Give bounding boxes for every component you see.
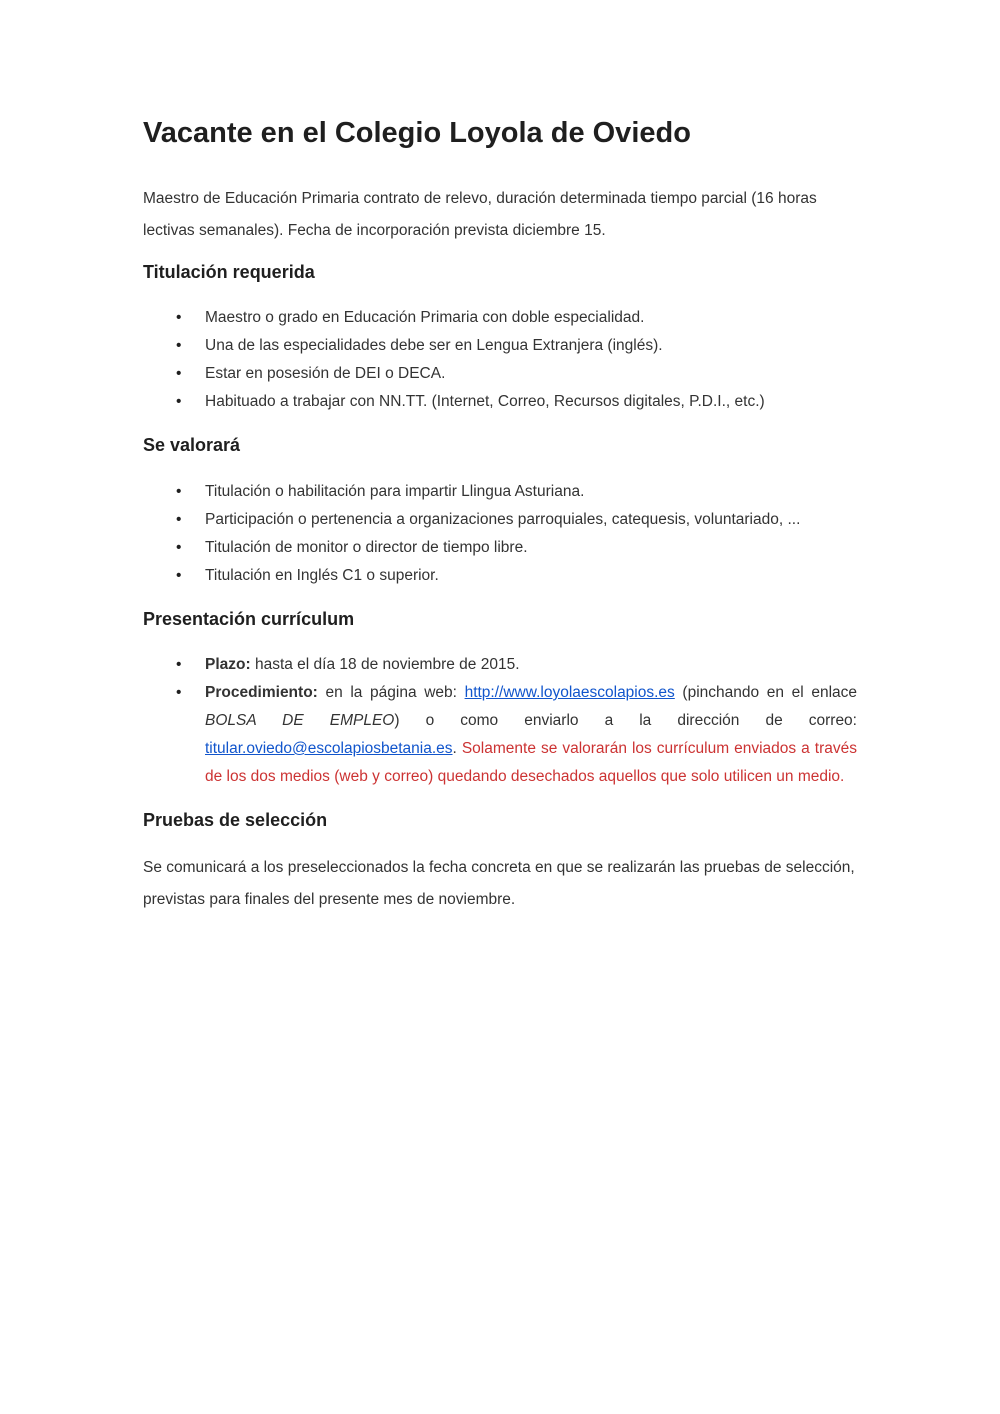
list-item-procedimiento [143,679,857,791]
procedimiento-run1: en la página web: [317,683,465,701]
section-heading-titulacion: Titulación requerida [143,261,315,282]
section-heading-pruebas: Pruebas de selección [143,809,328,830]
list-item: • Maestro o grado en Educación Primaria con doble especialidad. [143,304,857,332]
procedimiento-run2: (pinchando en el enlace [674,683,857,701]
list-item: • Habituado a trabajar con NN.TT. (Internet, Correo, Recursos digitales, P.D.I., etc.) [143,388,857,416]
procedimiento-label: Procedimiento: [205,683,318,701]
bolsa-de-empleo-italic: BOLSA DE EMPLEO [205,711,395,729]
intro-paragraph: Maestro de Educación Primaria contrato de relevo, duración determinada tiempo parcial (16 horas lectivas semanales). Fecha de incorporación prevista diciembre 15. [143,189,817,239]
titulacion-list [143,304,857,416]
list-item: • Titulación en Inglés C1 o superior. [143,562,857,590]
plazo-text: hasta el día 18 de noviembre de 2015. [250,655,520,673]
list-item: • Estar en posesión de DEI o DECA. [143,360,857,388]
curriculum-list [143,651,857,791]
list-item: • Una de las especialidades debe ser en Lengua Extranjera (inglés). [143,332,857,360]
pruebas-paragraph: Se comunicará a los preseleccionados la fecha concreta en que se realizarán las pruebas de selección, previstas para finales del presente mes de noviembre. [143,859,855,909]
list-item: • Titulación de monitor o director de tiempo libre. [143,534,857,562]
procedimiento-run4: . [452,739,462,757]
web-link[interactable]: http://www.loyolaescolapios.es [464,683,675,701]
plazo-label: Plazo: [205,655,251,673]
section-heading-valorara: Se valorará [143,435,241,456]
valorara-list [143,478,857,590]
list-item: • Titulación o habilitación para impartir Llingua Asturiana. [143,478,857,506]
section-heading-curriculum: Presentación currículum [143,608,355,629]
warning-red-text: Solamente se valorarán los currículum enviados a través de los dos medios (web y correo) quedando desechados aquellos que solo utilicen un medio. [205,739,857,785]
list-item: • Participación o pertenencia a organizaciones parroquiales, catequesis, voluntariado, ... [143,506,857,534]
email-link[interactable]: titular.oviedo@escolapiosbetania.es [205,739,453,757]
page-title: Vacante en el Colegio Loyola de Oviedo [143,117,691,149]
list-item-plazo [143,651,857,679]
procedimiento-run3: ) o como enviarlo a la dirección de correo: [394,711,857,729]
